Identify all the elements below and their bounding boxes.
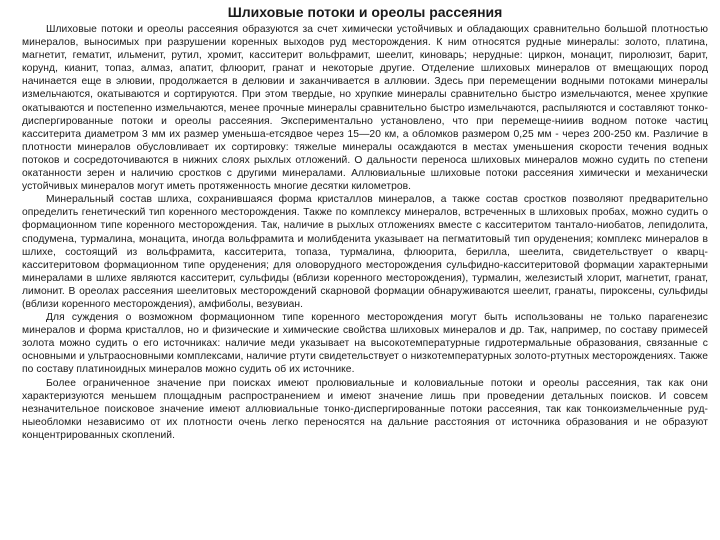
paragraph-3: Для суждения о возможном формационном типе коренного месторождения могут быть использованы не только парагенезис минералов и форма кристаллов, но и физические и химические свойства шлиховых минералов и др. Так, например, по составу примесей золота можно судить о его источниках: наличие меди указывает на высокотемпературные гидротермальные образования, связанные с основными и ультраосновными комплексами, наличие ртути свидетельствует о низкотемпературных золото-ртутных месторождениях. Также по составу платиноидных минералов можно судить об их источнике. <box>22 312 708 376</box>
page-title: Шлиховые потоки и ореолы рассеяния <box>227 4 503 20</box>
paragraph-4: Более ограниченное значение при поисках имеют пролювиальные и коловиальные потоки и ореолы рассеяния, так как они характеризуются меньшем площадным распространением и имеют значение лишь при проведении детальных поисков. И совсем незначительное поисковое значение имеют аллювиальные тонко-диспергированные потоки рассеяния, так как тонкоизмельченные руд-ныеобломки независимо от их плотности очень легко переносятся на дальние расстояния от источника образования и не образуют концентрированных скоплений. <box>22 377 708 441</box>
paragraph-2: Минеральный состав шлиха, сохранившаяся форма кристаллов минералов, а также состав сростков позволяют предварительно определить генетический тип коренного месторождения. Также по комплексу минералов, встреченных в шлиховых пробах, можно судить о формационном типе коренного месторождения. Так, наличие в рыхлых отложениях вместе с касситеритом тантало-ниобатов, лепидолита, сподумена, турмалина, монацита, иногда вольфрамита и молибденита указывает на пегматитовый тип оруденения; комплекс минералов в шлихе, состоящий из вольфрамита, касситерита, топаза, турмалина, флюорита, берилла, шеелита, свидетельствует о кварц-касситеритовом формационном типе оруденения; для оловорудного месторождения сульфидно-касситеритовой формации характерными минералами в шлихе являются касситерит, сульфиды (вблизи коренного месторождения), турмалин, железистый хлорит, магнетит, гранат, лимонит. В ореолах рассеяния шеелитовых месторождений скарновой формации обнаруживаются шеелит, гранаты, пироксены, сульфиды (вблизи коренного месторождения), амфиболы, везувиан. <box>22 194 708 310</box>
paragraph-1: Шлиховые потоки и ореолы рассеяния образуются за счет химически устойчивых и обладающих сравнительно большой плотностью минералов, выносимых при разрушении коренных выходов руд месторождения. К ним относятся рудные минералы: золото, платина, магнетит, гематит, ильменит, рутил, хромит, касситерит вольфрамит, шеелит, киноварь; нерудные: циркон, монацит, пиролюзит, барит, корунд, кианит, топаз, алмаз, апатит, флюорит, гранат и некоторые другие. Отделение шлиховых минералов от вмещающих пород начинается еще в элювии, продолжается в делювии и заканчивается в аллювии. Здесь при перемещении водными потоками минералы измельчаются, окатываются и сортируются. При этом твердые, но хрупкие минералы сравнительно быстро измельчаются, менее хрупкие окатываются и постепенно измельчаются, менее прочные минералы сравнительно быстро измельчаются, распыляются и составляют тонко-диспергированные потоки и ореолы рассеяния. Экспериментально установлено, что при перемеще-нииив водном потоке частиц касситерита диаметром 3 мм их размер уменьша-етсядвое через 15—20 км, а обломков размером 0,25 мм - через 200-250 км. Различие в плотности минералов обусловливает их сортировку: тяжелые минералы осаждаются в местах уменьшения скорости течения водных потоков и сосредоточиваются в нижних слоях рыхлых отложений. О дальности переноса шлиховых минералов можно судить по степени окатанности зерен и наличию сростков с другими минералами. Аллювиальные шлиховые потоки рассеяния химически и механически устойчивых минералов могут иметь протяженность многие десятки километров. <box>22 24 708 193</box>
